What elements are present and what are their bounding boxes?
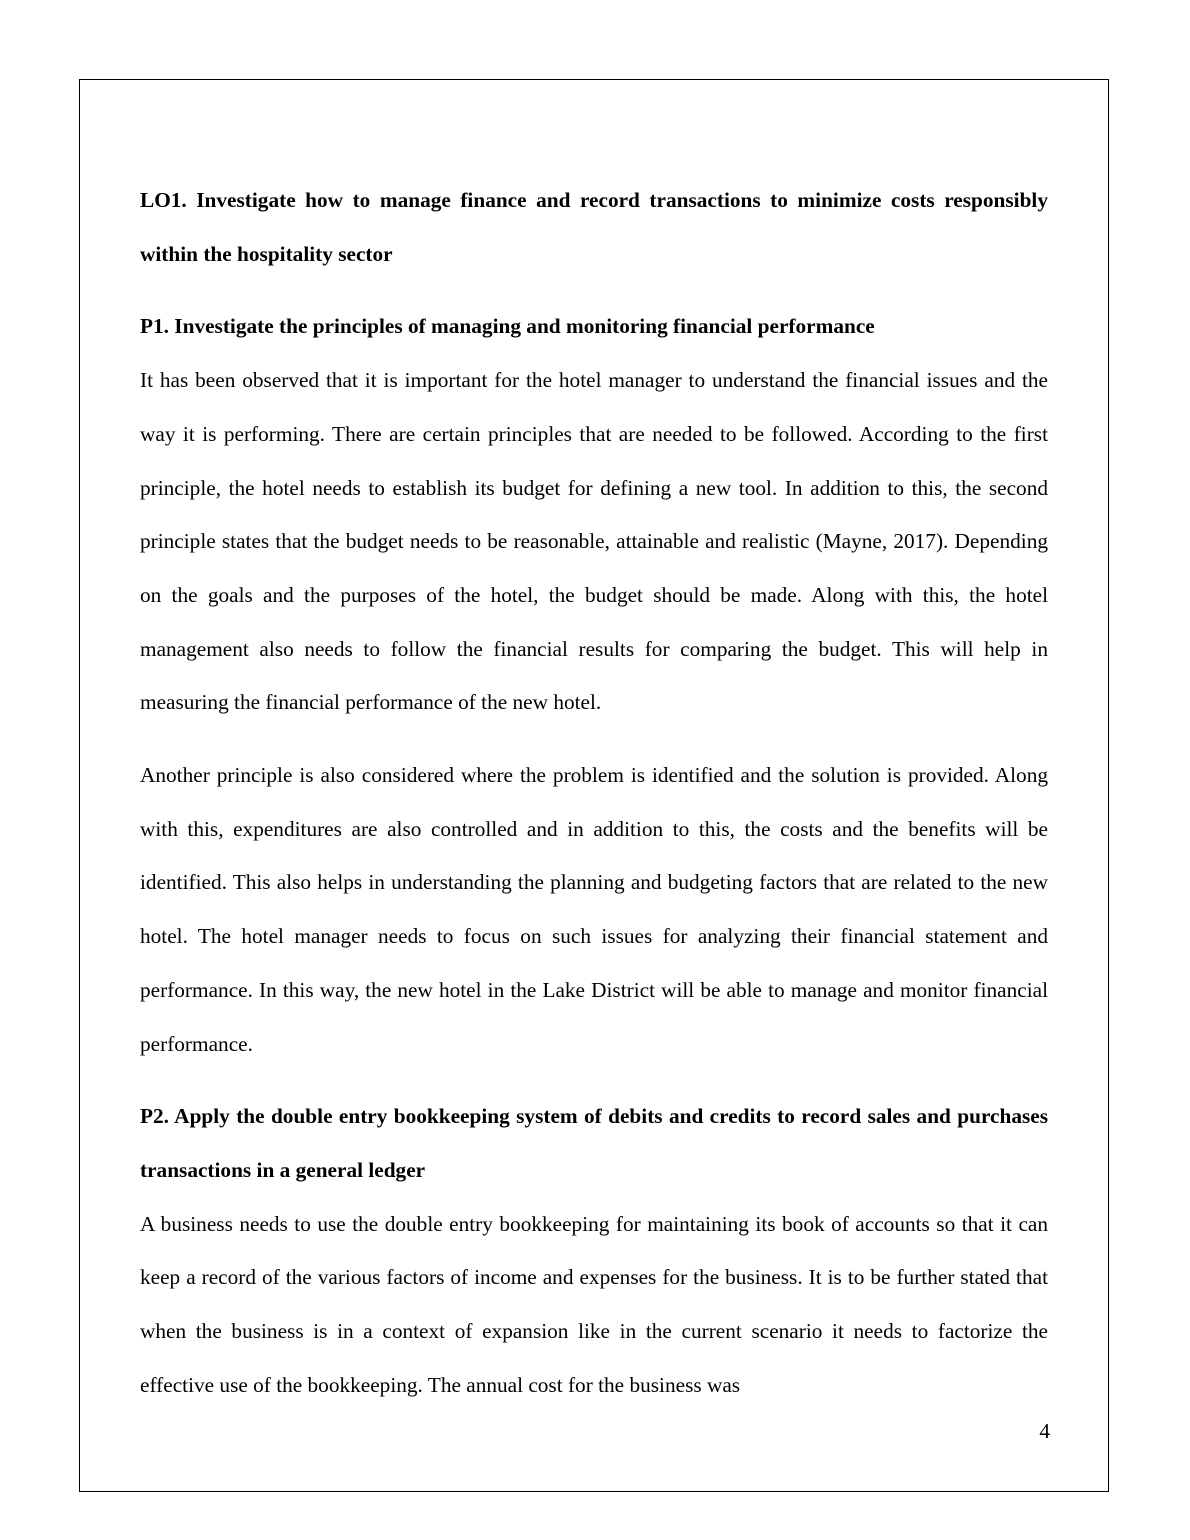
p1-heading: P1. Investigate the principles of managing and monitoring financial performance <box>140 314 875 339</box>
p2-heading: P2. Apply the double entry bookkeeping system of debits and credits to record sales and purchases transactions in a general ledger <box>140 1104 1048 1182</box>
lo1-heading: LO1. Investigate how to manage finance and record transactions to minimize costs responsibly within the hospitality sector <box>140 188 1048 266</box>
document-body <box>140 174 1048 1412</box>
p2-paragraph-1: A business needs to use the double entry bookkeeping for maintaining its book of accounts so that it can keep a record of the various factors of income and expenses for the business. It is to be further stated that when the business is in a context of expansion like in the current scenario it needs to factorize the effective use of the bookkeeping. The annual cost for the business was <box>140 1211 1048 1397</box>
p1-paragraph-1: It has been observed that it is important for the hotel manager to understand the financial issues and the way it is performing. There are certain principles that are needed to be followed. According to the first principle, the hotel needs to establish its budget for defining a new tool. In addition to this, the second principle states that the budget needs to be reasonable, attainable and realistic (Mayne, 2017). Depending on the goals and the purposes of the hotel, the budget should be made. Along with this, the hotel management also needs to follow the financial results for comparing the budget. This will help in measuring the financial performance of the new hotel. <box>140 368 1048 715</box>
p1-paragraph-2: Another principle is also considered where the problem is identified and the solution is provided. Along with this, expenditures are also controlled and in addition to this, the costs and the benefits will be identified. This also helps in understanding the planning and budgeting factors that are related to the new hotel. The hotel manager needs to focus on such issues for analyzing their financial statement and performance. In this way, the new hotel in the Lake District will be able to manage and monitor financial performance. <box>140 763 1048 1056</box>
page-number: 4 <box>1039 1419 1050 1443</box>
